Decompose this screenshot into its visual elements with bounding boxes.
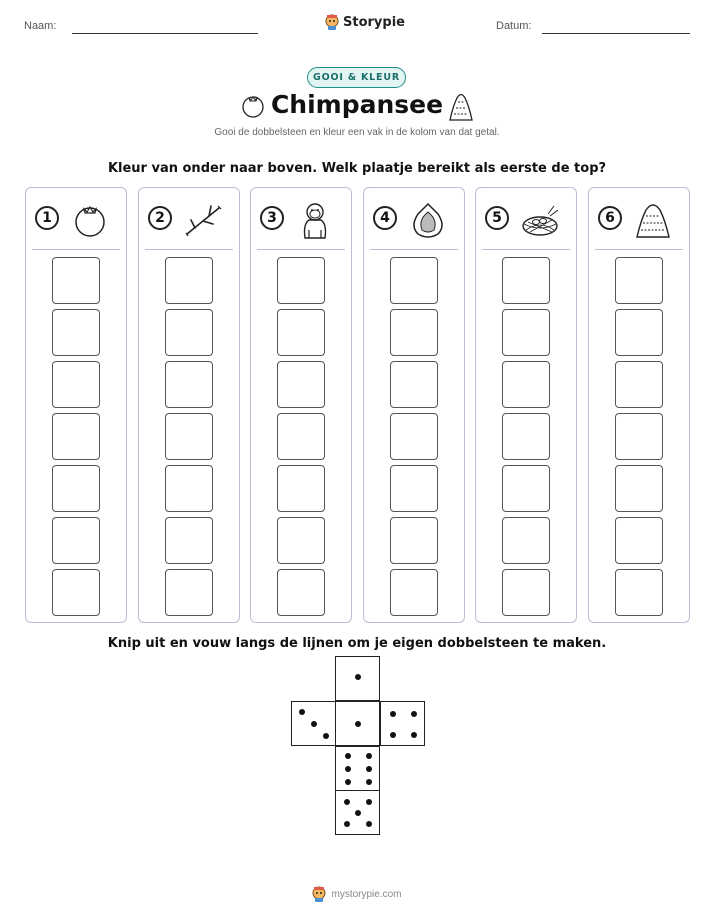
brand-name: Storypie <box>343 14 405 30</box>
die-pip <box>344 799 350 805</box>
name-line[interactable] <box>72 33 258 34</box>
color-box[interactable] <box>165 465 213 512</box>
die-pip <box>344 821 350 827</box>
color-box[interactable] <box>615 361 663 408</box>
color-box[interactable] <box>390 257 438 304</box>
die-pip <box>323 733 329 739</box>
column-divider <box>595 249 683 250</box>
column-divider <box>145 249 233 250</box>
column-number: 6 <box>598 206 622 230</box>
color-box[interactable] <box>615 413 663 460</box>
color-box[interactable] <box>615 465 663 512</box>
color-box[interactable] <box>502 309 550 356</box>
die-pip <box>390 732 396 738</box>
column-divider <box>370 249 458 250</box>
termite-mound-icon <box>447 90 475 122</box>
color-box[interactable] <box>502 569 550 616</box>
die-pip <box>366 779 372 785</box>
die-face-4 <box>380 701 425 746</box>
page-title: Chimpansee <box>270 90 444 119</box>
die-pip <box>345 753 351 759</box>
die-pip <box>366 753 372 759</box>
die-pip <box>355 721 361 727</box>
column-6 <box>588 187 690 623</box>
die-pip <box>411 711 417 717</box>
page-subtitle: Gooi de dobbelsteen en kleur een vak in de kolom van dat getal. <box>214 127 500 138</box>
column-number: 1 <box>35 206 59 230</box>
column-divider <box>482 249 570 250</box>
color-box[interactable] <box>390 361 438 408</box>
column-1 <box>25 187 127 623</box>
column-4 <box>363 187 465 623</box>
color-box[interactable] <box>615 257 663 304</box>
color-box[interactable] <box>52 569 100 616</box>
color-box[interactable] <box>165 257 213 304</box>
fig-icon <box>408 200 448 240</box>
color-box[interactable] <box>52 517 100 564</box>
color-box[interactable] <box>390 309 438 356</box>
color-box[interactable] <box>502 465 550 512</box>
die-pip <box>311 721 317 727</box>
footer <box>0 886 714 902</box>
die-pip <box>345 779 351 785</box>
termite-mound-icon <box>633 200 673 240</box>
color-box[interactable] <box>165 413 213 460</box>
color-box[interactable] <box>277 413 325 460</box>
die-pip <box>355 674 361 680</box>
chimpanzee-icon <box>295 200 335 240</box>
die-pip <box>366 766 372 772</box>
color-box[interactable] <box>277 569 325 616</box>
instruction-top: Kleur van onder naar boven. Welk plaatje bereikt als eerste de top? <box>107 161 607 176</box>
footer-url: mystorypie.com <box>331 888 402 900</box>
date-line[interactable] <box>542 33 690 34</box>
color-box[interactable] <box>615 569 663 616</box>
color-box[interactable] <box>165 569 213 616</box>
column-divider <box>257 249 345 250</box>
die-pip <box>299 709 305 715</box>
die-face-1b <box>335 701 380 746</box>
column-5 <box>475 187 577 623</box>
column-number: 3 <box>260 206 284 230</box>
die-pip <box>366 799 372 805</box>
color-box[interactable] <box>615 517 663 564</box>
color-box[interactable] <box>52 361 100 408</box>
activity-badge: GOOI & KLEUR <box>307 67 406 88</box>
color-box[interactable] <box>165 517 213 564</box>
color-box[interactable] <box>277 361 325 408</box>
color-box[interactable] <box>390 413 438 460</box>
color-box[interactable] <box>165 361 213 408</box>
die-pip <box>355 810 361 816</box>
color-box[interactable] <box>502 361 550 408</box>
color-box[interactable] <box>277 257 325 304</box>
die-face-5 <box>335 790 380 835</box>
storypie-mascot-icon <box>312 886 326 902</box>
color-box[interactable] <box>52 465 100 512</box>
die-pip <box>366 821 372 827</box>
die-face-1 <box>335 656 380 701</box>
date-label: Datum: <box>496 20 532 32</box>
stick-icon <box>183 200 223 240</box>
color-box[interactable] <box>502 257 550 304</box>
berry-icon <box>70 200 110 240</box>
name-label: Naam: <box>24 20 57 32</box>
color-box[interactable] <box>502 413 550 460</box>
color-box[interactable] <box>502 517 550 564</box>
die-face-3 <box>291 701 336 746</box>
instruction-bottom: Knip uit en vouw langs de lijnen om je eigen dobbelsteen te maken. <box>107 636 607 651</box>
column-number: 5 <box>485 206 509 230</box>
color-box[interactable] <box>165 309 213 356</box>
die-face-6 <box>335 746 380 791</box>
column-divider <box>32 249 120 250</box>
nest-icon <box>520 200 560 240</box>
column-number: 4 <box>373 206 397 230</box>
color-box[interactable] <box>277 517 325 564</box>
die-pip <box>411 732 417 738</box>
color-box[interactable] <box>390 465 438 512</box>
color-box[interactable] <box>277 465 325 512</box>
color-box[interactable] <box>390 517 438 564</box>
die-pip <box>345 766 351 772</box>
color-box[interactable] <box>390 569 438 616</box>
die-pip <box>390 711 396 717</box>
color-box[interactable] <box>615 309 663 356</box>
storypie-mascot-icon <box>325 14 339 30</box>
column-3 <box>250 187 352 623</box>
color-box[interactable] <box>277 309 325 356</box>
color-box[interactable] <box>52 413 100 460</box>
column-2 <box>138 187 240 623</box>
color-box[interactable] <box>52 257 100 304</box>
column-number: 2 <box>148 206 172 230</box>
brand-logo <box>325 14 405 30</box>
color-box[interactable] <box>52 309 100 356</box>
